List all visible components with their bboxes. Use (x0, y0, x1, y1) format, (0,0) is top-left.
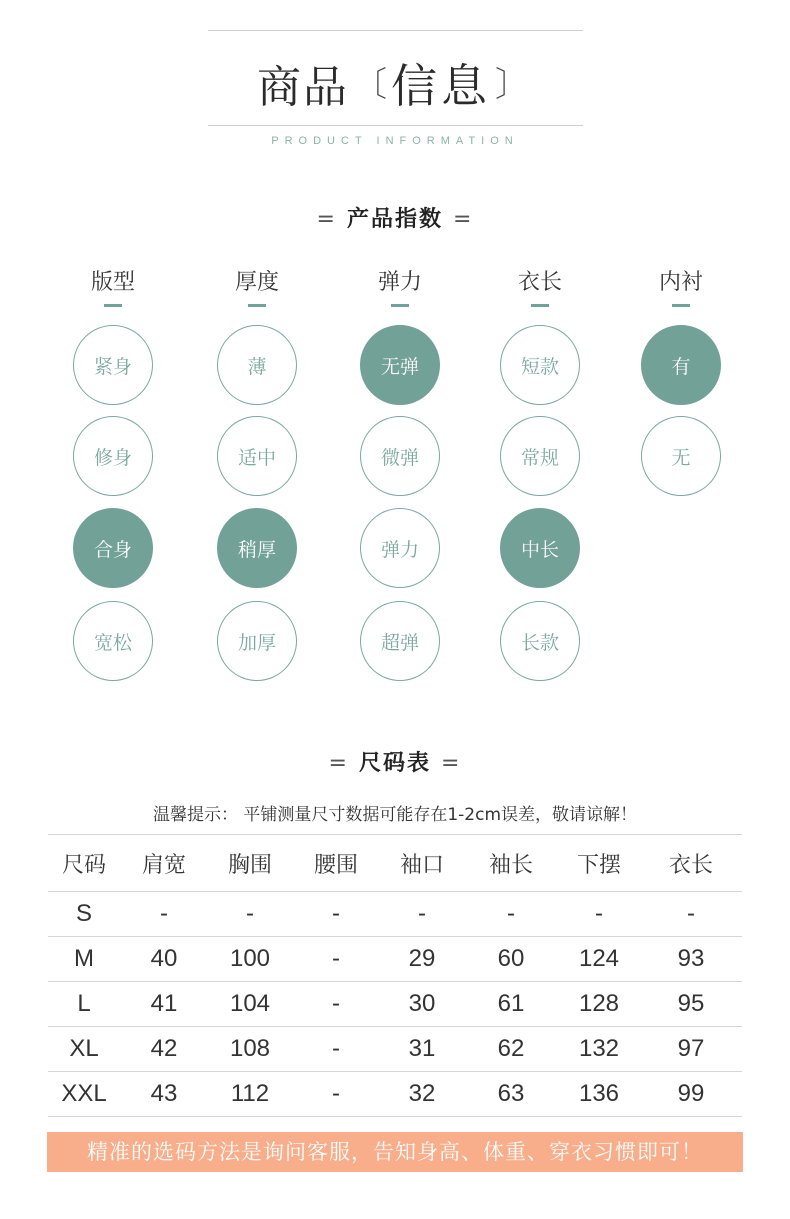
table-cell: - (292, 892, 380, 937)
option-circle-selected: 无弹 (360, 325, 440, 405)
column-underline (672, 304, 690, 307)
option-circle: 超弹 (360, 601, 440, 681)
table-cell: 32 (380, 1072, 464, 1117)
table-cell: - (292, 982, 380, 1027)
index-column-length (500, 268, 580, 654)
table-cell: 42 (120, 1027, 208, 1072)
table-cell: M (48, 937, 120, 982)
table-cell: 63 (464, 1072, 558, 1117)
table-cell: 60 (464, 937, 558, 982)
option-circle: 常规 (500, 416, 580, 496)
option-circle: 加厚 (217, 601, 297, 681)
table-cell: 99 (640, 1072, 742, 1117)
table-cell: 97 (640, 1027, 742, 1072)
header-cell: 腰围 (292, 835, 380, 892)
table-cell: 128 (558, 982, 640, 1027)
column-label: 内衬 (658, 270, 703, 295)
column-label: 弹力 (377, 270, 422, 295)
table-cell: - (208, 892, 292, 937)
title-main: 商品 (257, 62, 349, 113)
table-cell: 104 (208, 982, 292, 1027)
option-circle: 薄 (217, 325, 297, 405)
eq-left-icon: = (328, 751, 349, 776)
table-cell: 136 (558, 1072, 640, 1117)
index-section-title (0, 202, 790, 233)
header-bottom-rule (208, 125, 583, 126)
table-cell: 95 (640, 982, 742, 1027)
table-cell: - (292, 1072, 380, 1117)
table-cell: 124 (558, 937, 640, 982)
table-cell: 100 (208, 937, 292, 982)
size-section-title (0, 746, 790, 777)
table-cell: XXL (48, 1072, 120, 1117)
table-row (48, 982, 742, 1027)
index-column-lining (641, 268, 721, 469)
table-cell: 61 (464, 982, 558, 1027)
page-subtitle: PRODUCT INFORMATION (271, 135, 519, 147)
option-circle: 长款 (500, 601, 580, 681)
table-cell: 93 (640, 937, 742, 982)
header-cell: 下摆 (558, 835, 640, 892)
column-underline (104, 304, 122, 307)
measurement-tip: 温馨提示： 平铺测量尺寸数据可能存在1-2cm误差，敬请谅解！ (152, 805, 638, 825)
table-cell: - (120, 892, 208, 937)
table-row (48, 1027, 742, 1072)
option-circle-selected: 合身 (73, 508, 153, 588)
bracket-right: 〕 (495, 65, 529, 105)
table-row (48, 1072, 742, 1117)
option-circle: 适中 (217, 416, 297, 496)
column-underline (391, 304, 409, 307)
column-label: 版型 (90, 270, 135, 295)
size-title-text: 尺码表 (358, 751, 431, 776)
size-table (48, 834, 742, 1117)
table-cell: 43 (120, 1072, 208, 1117)
table-cell: 112 (208, 1072, 292, 1117)
bracket-left: 〔 (353, 65, 387, 105)
option-circle: 弹力 (360, 508, 440, 588)
title-accent: 信息 (391, 59, 491, 113)
table-cell: 29 (380, 937, 464, 982)
eq-right-icon: = (441, 751, 462, 776)
size-advice-banner: 精准的选码方法是询问客服，告知身高、体重、穿衣习惯即可！ (47, 1132, 743, 1172)
column-label: 衣长 (517, 270, 562, 295)
table-cell: 30 (380, 982, 464, 1027)
eq-left-icon: = (316, 207, 337, 232)
option-circle: 宽松 (73, 601, 153, 681)
option-circle: 修身 (73, 416, 153, 496)
page-title (0, 50, 790, 116)
table-cell: S (48, 892, 120, 937)
option-circle: 短款 (500, 325, 580, 405)
header-cell: 袖长 (464, 835, 558, 892)
table-cell: - (640, 892, 742, 937)
table-header-row (48, 835, 742, 892)
option-circle: 无 (641, 416, 721, 496)
index-column-elasticity (360, 268, 440, 654)
header-cell: 衣长 (640, 835, 742, 892)
table-cell: - (464, 892, 558, 937)
column-underline (531, 304, 549, 307)
table-row (48, 892, 742, 937)
column-underline (248, 304, 266, 307)
header-top-rule (208, 30, 583, 31)
table-cell: 31 (380, 1027, 464, 1072)
column-label: 厚度 (234, 270, 279, 295)
option-circle: 微弹 (360, 416, 440, 496)
table-cell: - (558, 892, 640, 937)
table-cell: - (292, 1027, 380, 1072)
table-cell: 132 (558, 1027, 640, 1072)
table-cell: XL (48, 1027, 120, 1072)
index-column-fit (73, 268, 153, 654)
table-cell: - (292, 937, 380, 982)
table-cell: 62 (464, 1027, 558, 1072)
header-cell: 尺码 (48, 835, 120, 892)
table-cell: 108 (208, 1027, 292, 1072)
option-circle: 紧身 (73, 325, 153, 405)
eq-right-icon: = (453, 207, 474, 232)
table-cell: 41 (120, 982, 208, 1027)
header-cell: 袖口 (380, 835, 464, 892)
index-column-thickness (217, 268, 297, 654)
table-cell: - (380, 892, 464, 937)
table-cell: 40 (120, 937, 208, 982)
index-title-text: 产品指数 (346, 207, 443, 232)
header-cell: 肩宽 (120, 835, 208, 892)
option-circle-selected: 中长 (500, 508, 580, 588)
table-row (48, 937, 742, 982)
option-circle-selected: 有 (641, 325, 721, 405)
option-circle-selected: 稍厚 (217, 508, 297, 588)
table-cell: L (48, 982, 120, 1027)
header-cell: 胸围 (208, 835, 292, 892)
